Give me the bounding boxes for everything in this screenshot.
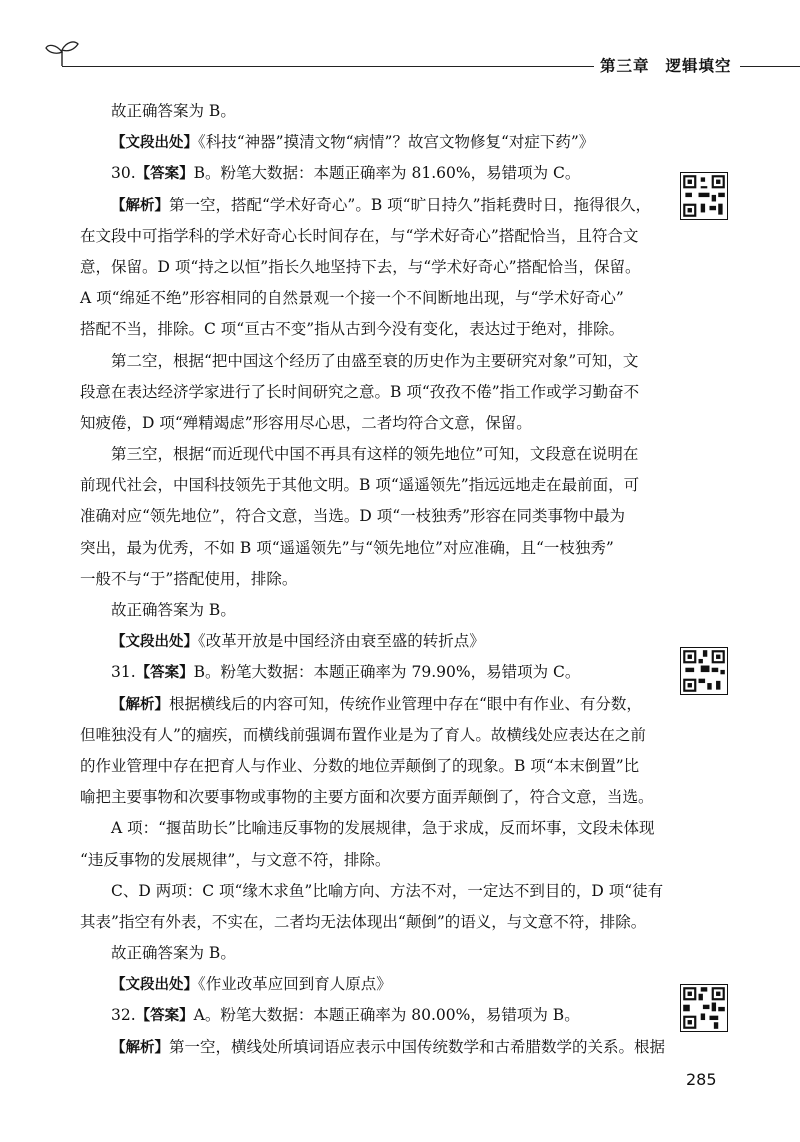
section-tag: 【解析】 (111, 696, 169, 713)
text-line (80, 751, 646, 782)
text-line (80, 626, 646, 657)
page-number: 285 (686, 1070, 717, 1089)
section-tag: 【答案】 (135, 166, 194, 183)
line-text: 的作业管理中存在把育人与作业、分数的地位弄颠倒了的现象。B 项“本末倒置”比 (80, 756, 640, 775)
text-line (80, 938, 646, 969)
line-text: 搭配不当，排除。C 项“亘古不变”指从古到今没有变化，表达过于绝对，排除。 (80, 320, 625, 339)
line-text: 故正确答案为 B。 (111, 102, 236, 120)
qr-code-icon (680, 647, 728, 695)
text-line (80, 720, 646, 751)
chapter-title (594, 54, 738, 78)
text-line (80, 689, 646, 720)
line-text: B。粉笔大数据：本题正确率为 79.90%，易错项为 C。 (193, 663, 581, 682)
text-line (80, 408, 646, 439)
line-text: 在文段中可指学科的学术好奇心长时间存在，与“学术好奇心”搭配恰当，且符合文 (80, 226, 639, 245)
qr-code-icon (680, 172, 728, 220)
text-line (80, 470, 646, 501)
text-line (80, 657, 646, 688)
text-line (80, 377, 646, 408)
text-line (80, 564, 646, 595)
line-text: B。粉笔大数据：本题正确率为 81.60%，易错项为 C。 (193, 164, 581, 183)
line-text: 准确对应“领先地位”，符合文意，当选。D 项“一枝独秀”形容在同类事物中最为 (80, 507, 626, 526)
text-line (80, 876, 664, 907)
text-line (80, 127, 646, 158)
text-line (80, 283, 646, 314)
line-text: 一般不与“于”搭配使用，排除。 (80, 569, 298, 588)
text-line (80, 1032, 666, 1063)
line-text: “违反事物的发展规律”，与文意不符，排除。 (80, 850, 391, 869)
section-tag: 【文段出处】 (111, 135, 198, 152)
text-line (80, 221, 646, 252)
text-line (80, 595, 646, 626)
line-text: A 项“绵延不绝”形容相同的自然景观一个接一个不间断地出现，与“学术好奇心” (80, 289, 624, 308)
section-label: 逻辑填空 (665, 57, 732, 75)
sprout-icon (42, 38, 82, 68)
line-text: 《改革开放是中国经济由衰至盛的转折点》 (198, 632, 485, 651)
line-text: 喻把主要事物和次要事物或事物的主要方面和次要方面弄颠倒了，符合文意，当选。 (80, 788, 654, 807)
line-text: 第一空，横线处所填词语应表示中国传统数学和古希腊数学的关系。根据 (169, 1037, 666, 1056)
line-text: 故正确答案为 B。 (111, 944, 236, 963)
line-text: 段意在表达经济学家进行了长时间研究之意。B 项“孜孜不倦”指工作或学习勤奋不 (80, 382, 640, 401)
running-header (42, 38, 758, 78)
line-text: 第一空，搭配“学术好奇心”。B 项“旷日持久”指耗费时日，拖得很久， (169, 195, 652, 214)
line-text: 其表”指空有外表，不实在，二者均无法体现出“颠倒”的语义，与文意不符，排除。 (80, 912, 647, 931)
text-line (80, 190, 652, 221)
line-text: 根据横线后的内容可知，传统作业管理中存在“眼中有作业、有分数， (169, 694, 642, 713)
text-line (80, 1000, 646, 1031)
question-number: 31. (111, 663, 136, 682)
text-line (80, 252, 646, 283)
section-tag: 【文段出处】 (111, 634, 198, 651)
text-line (80, 439, 646, 470)
text-line (80, 158, 646, 189)
section-tag: 【答案】 (135, 665, 194, 682)
question-number: 32. (111, 1006, 136, 1025)
line-text: 《科技“神器”摸清文物“病情”？故宫文物修复“对症下药”》 (198, 133, 595, 152)
line-text: 意，保留。D 项“持之以恒”指长久地坚持下去，与“学术好奇心”搭配恰当，保留。 (80, 257, 641, 276)
text-line (80, 501, 646, 532)
line-text: 前现代社会，中国科技领先于其他文明。B 项“遥遥领先”指远远地走在最前面，可 (80, 476, 640, 495)
line-text: 但唯独没有人”的痼疾，而横线前强调布置作业是为了育人。故横线处应表达在之前 (80, 725, 646, 744)
section-tag: 【解析】 (111, 197, 169, 214)
text-line (80, 969, 646, 1000)
text-line (80, 533, 646, 564)
line-text: 知疲倦，D 项“殚精竭虑”形容用尽心思，二者均符合文意，保留。 (80, 413, 532, 432)
line-text: A。粉笔大数据：本题正确率为 80.00%，易错项为 B。 (193, 1006, 580, 1025)
question-number: 30. (111, 164, 136, 183)
text-line (80, 907, 646, 938)
line-text: 第二空，根据“把中国这个经历了由盛至衰的历史作为主要研究对象”可知，文 (111, 351, 639, 370)
line-text: 第三空，根据“而近现代中国不再具有这样的领先地位”可知，文段意在说明在 (111, 445, 639, 464)
section-tag: 【解析】 (111, 1039, 169, 1056)
chapter-label: 第三章 (600, 57, 650, 75)
text-line (80, 346, 646, 377)
header-rule-right (740, 66, 800, 67)
line-text: C、D 两项：C 项“缘木求鱼”比喻方向、方法不对，一定达不到目的，D 项“徒有 (111, 881, 664, 900)
text-line (80, 314, 646, 345)
main-text (80, 96, 666, 1063)
text-line (80, 782, 654, 813)
section-tag: 【答案】 (135, 1008, 194, 1025)
text-line (80, 96, 646, 127)
header-rule (62, 66, 662, 67)
text-line (80, 845, 646, 876)
qr-code-icon (680, 984, 728, 1032)
line-text: 突出，最为优秀，不如 B 项“遥遥领先”与“领先地位”对应准确，且“一枝独秀” (80, 538, 614, 557)
section-tag: 【文段出处】 (111, 977, 198, 994)
text-line (80, 813, 655, 844)
line-text: 《作业改革应回到育人原点》 (198, 975, 392, 994)
line-text: A 项：“揠苗助长”比喻违反事物的发展规律，急于求成，反而坏事，文段未体现 (111, 819, 655, 838)
line-text: 故正确答案为 B。 (111, 601, 236, 619)
